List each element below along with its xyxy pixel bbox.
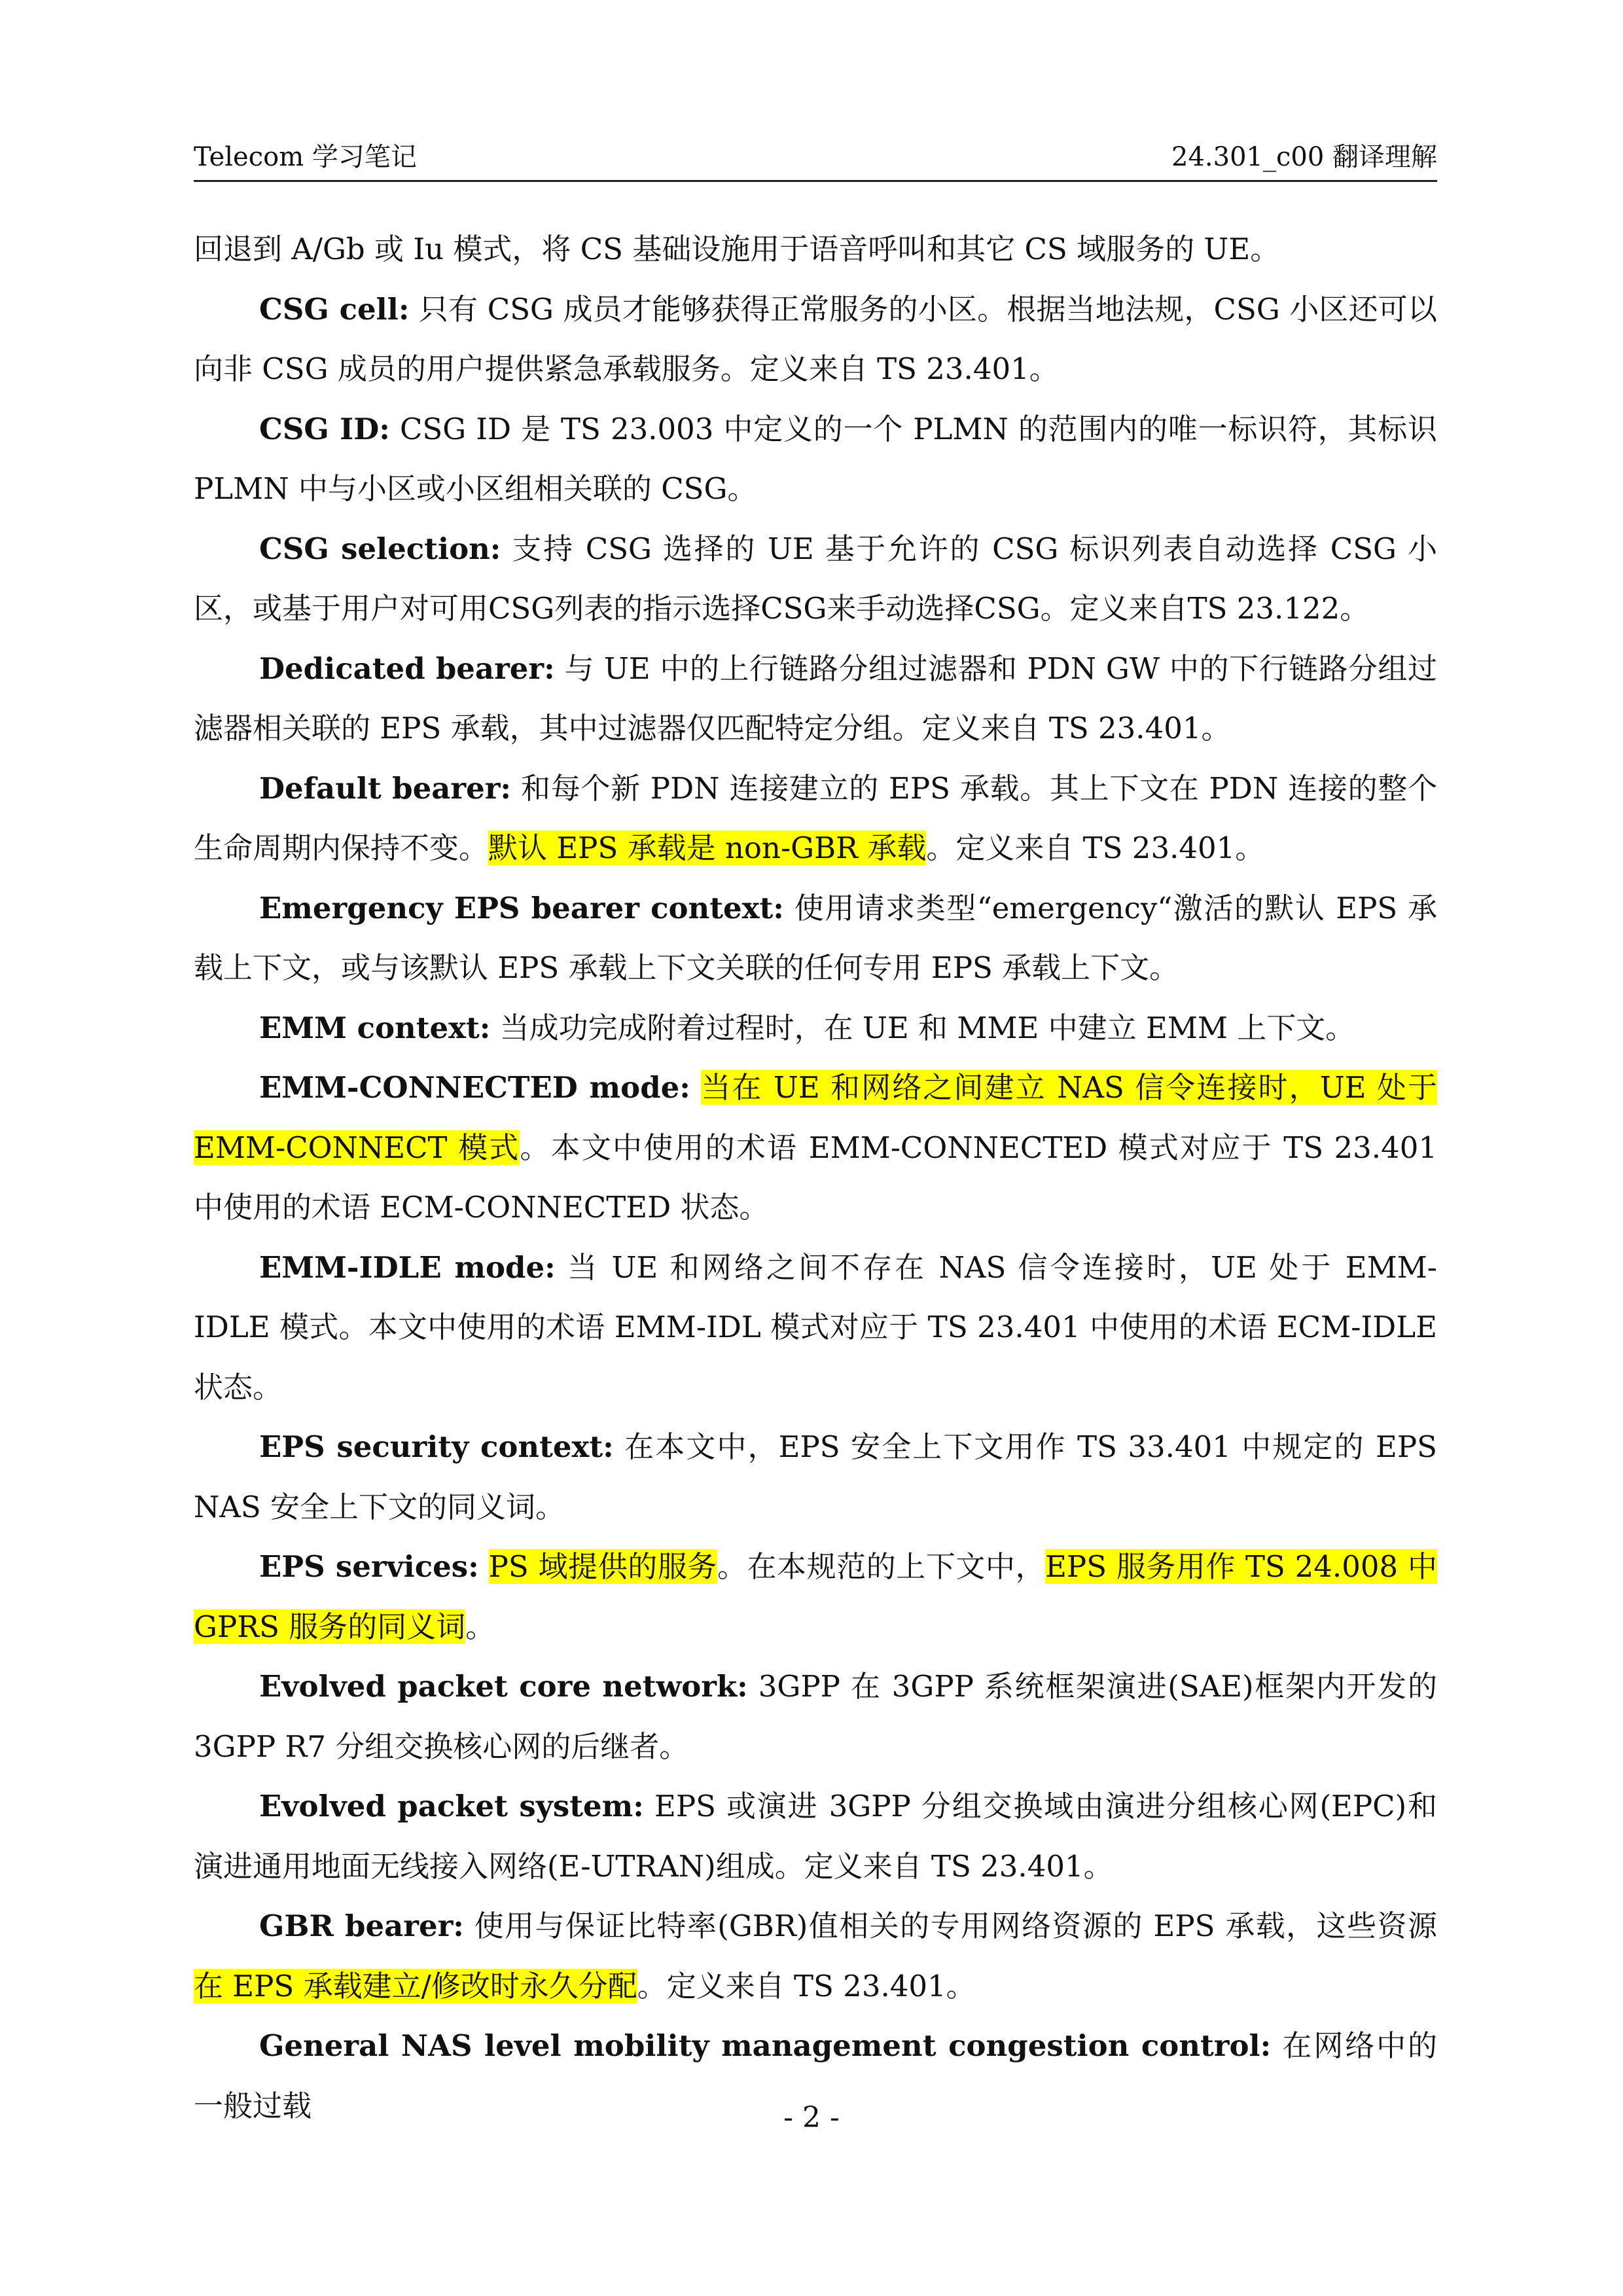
definition-paragraph	[194, 998, 1437, 1058]
definition-term: CSG cell:	[259, 291, 410, 327]
definition-paragraph	[194, 1058, 1437, 1238]
definition-text: 回退到 A/Gb 或 Iu 模式，将 CS 基础设施用于语音呼叫和其它 CS 域服务的 UE。	[194, 232, 1280, 266]
definition-text: 。在本规范的上下文中，	[717, 1549, 1046, 1584]
definition-text: 使用与保证比特率(GBR)值相关的专用网络资源的 EPS 承载，这些资源	[463, 1909, 1437, 1943]
definition-paragraph	[194, 1537, 1437, 1657]
definition-term: EPS services:	[259, 1549, 479, 1584]
header-right-title: 24.301_c00 翻译理解	[1171, 142, 1437, 172]
definition-text: 。定义来自 TS 23.401。	[637, 1968, 976, 2003]
definition-paragraph	[194, 1657, 1437, 1776]
definition-paragraph	[194, 1776, 1437, 1896]
definition-term: Dedicated bearer:	[259, 651, 555, 686]
definition-text	[690, 1070, 701, 1105]
definition-term: GBR bearer:	[259, 1909, 464, 1943]
definition-paragraph	[194, 639, 1437, 759]
definition-text: 在网络中的一般过载	[194, 2028, 1437, 2123]
definition-text: 3GPP 在 3GPP 系统框架演进(SAE)框架内开发的 3GPP R7 分组交换核心网的后继者。	[194, 1669, 1437, 1764]
definition-text	[479, 1549, 489, 1584]
definition-paragraph	[194, 279, 1437, 399]
definition-term: EPS security context:	[259, 1429, 614, 1464]
highlighted-text: 当在 UE 和网络之间建立 NAS 信令连接时，UE 处于 EMM-CONNECT 模式	[194, 1070, 1437, 1165]
highlighted-text: EPS 服务用作 TS 24.008 中 GPRS 服务的同义词	[194, 1549, 1437, 1644]
definition-term: Emergency EPS bearer context:	[259, 890, 784, 925]
definition-term: Default bearer:	[259, 770, 512, 806]
definition-term: EMM context:	[259, 1010, 491, 1045]
definition-text: EPS 或演进 3GPP 分组交换域由演进分组核心网(EPC)和演进通用地面无线接入网络(E-UTRAN)组成。定义来自 TS 23.401。	[194, 1789, 1437, 1884]
definition-term: CSG ID:	[259, 411, 390, 446]
definition-text: 当 UE 和网络之间不存在 NAS 信令连接时，UE 处于 EMM-IDLE 模式。本文中使用的术语 EMM-IDL 模式对应于 TS 23.401 中使用的术语 ECM-IDLE 状态。	[194, 1249, 1437, 1405]
highlighted-text: 在 EPS 承载建立/修改时永久分配	[194, 1968, 637, 2003]
definition-text: 只有 CSG 成员才能够获得正常服务的小区。根据当地法规，CSG 小区还可以向非 CSG 成员的用户提供紧急承载服务。定义来自 TS 23.401。	[194, 291, 1437, 386]
definition-term: Evolved packet system:	[259, 1789, 644, 1823]
page-header	[194, 134, 1437, 182]
document-body	[194, 219, 1437, 2136]
definition-term: General NAS level mobility management congestion control:	[259, 2028, 1272, 2063]
definition-text: 。定义来自 TS 23.401。	[926, 831, 1265, 865]
definition-text: 与 UE 中的上行链路分组过滤器和 PDN GW 中的下行链路分组过滤器相关联的 EPS 承载，其中过滤器仅匹配特定分组。定义来自 TS 23.401。	[194, 651, 1437, 745]
definition-paragraph	[194, 1238, 1437, 1418]
highlighted-text: PS 域提供的服务	[488, 1549, 717, 1584]
page-number: - 2 -	[783, 2101, 840, 2134]
definition-term: CSG selection:	[259, 531, 501, 566]
definition-term: EMM-IDLE mode:	[259, 1249, 556, 1285]
definition-term: EMM-CONNECTED mode:	[259, 1070, 690, 1105]
highlighted-text: 默认 EPS 承载是 non-GBR 承载	[488, 831, 927, 865]
definition-paragraph	[194, 1417, 1437, 1537]
definition-text: CSG ID 是 TS 23.003 中定义的一个 PLMN 的范围内的唯一标识符，其标识 PLMN 中与小区或小区组相关联的 CSG。	[194, 411, 1437, 506]
definition-paragraph	[194, 219, 1437, 279]
definition-text: 。本文中使用的术语 EMM-CONNECTED 模式对应于 TS 23.401 中使用的术语 ECM-CONNECTED 状态。	[194, 1130, 1437, 1225]
definition-text: 。	[465, 1609, 495, 1644]
header-left-title: Telecom 学习笔记	[194, 142, 417, 172]
definition-text: 使用请求类型“emergency“激活的默认 EPS 承载上下文，或与该默认 EPS 承载上下文关联的任何专用 EPS 承载上下文。	[194, 890, 1437, 985]
definition-paragraph	[194, 1896, 1437, 2016]
definition-text: 在本文中，EPS 安全上下文用作 TS 33.401 中规定的 EPS NAS 安全上下文的同义词。	[194, 1429, 1437, 1524]
definition-paragraph	[194, 878, 1437, 998]
definition-paragraph	[194, 759, 1437, 878]
definition-paragraph	[194, 519, 1437, 639]
definition-text: 和每个新 PDN 连接建立的 EPS 承载。其上下文在 PDN 连接的整个生命周期内保持不变。	[194, 770, 1437, 865]
definition-paragraph	[194, 399, 1437, 519]
definition-text: 当成功完成附着过程时，在 UE 和 MME 中建立 EMM 上下文。	[490, 1010, 1355, 1045]
definition-text: 支持 CSG 选择的 UE 基于允许的 CSG 标识列表自动选择 CSG 小区，或基于用户对可用CSG列表的指示选择CSG来手动选择CSG。定义来自TS 23.122。	[194, 531, 1437, 626]
definition-term: Evolved packet core network:	[259, 1669, 748, 1704]
